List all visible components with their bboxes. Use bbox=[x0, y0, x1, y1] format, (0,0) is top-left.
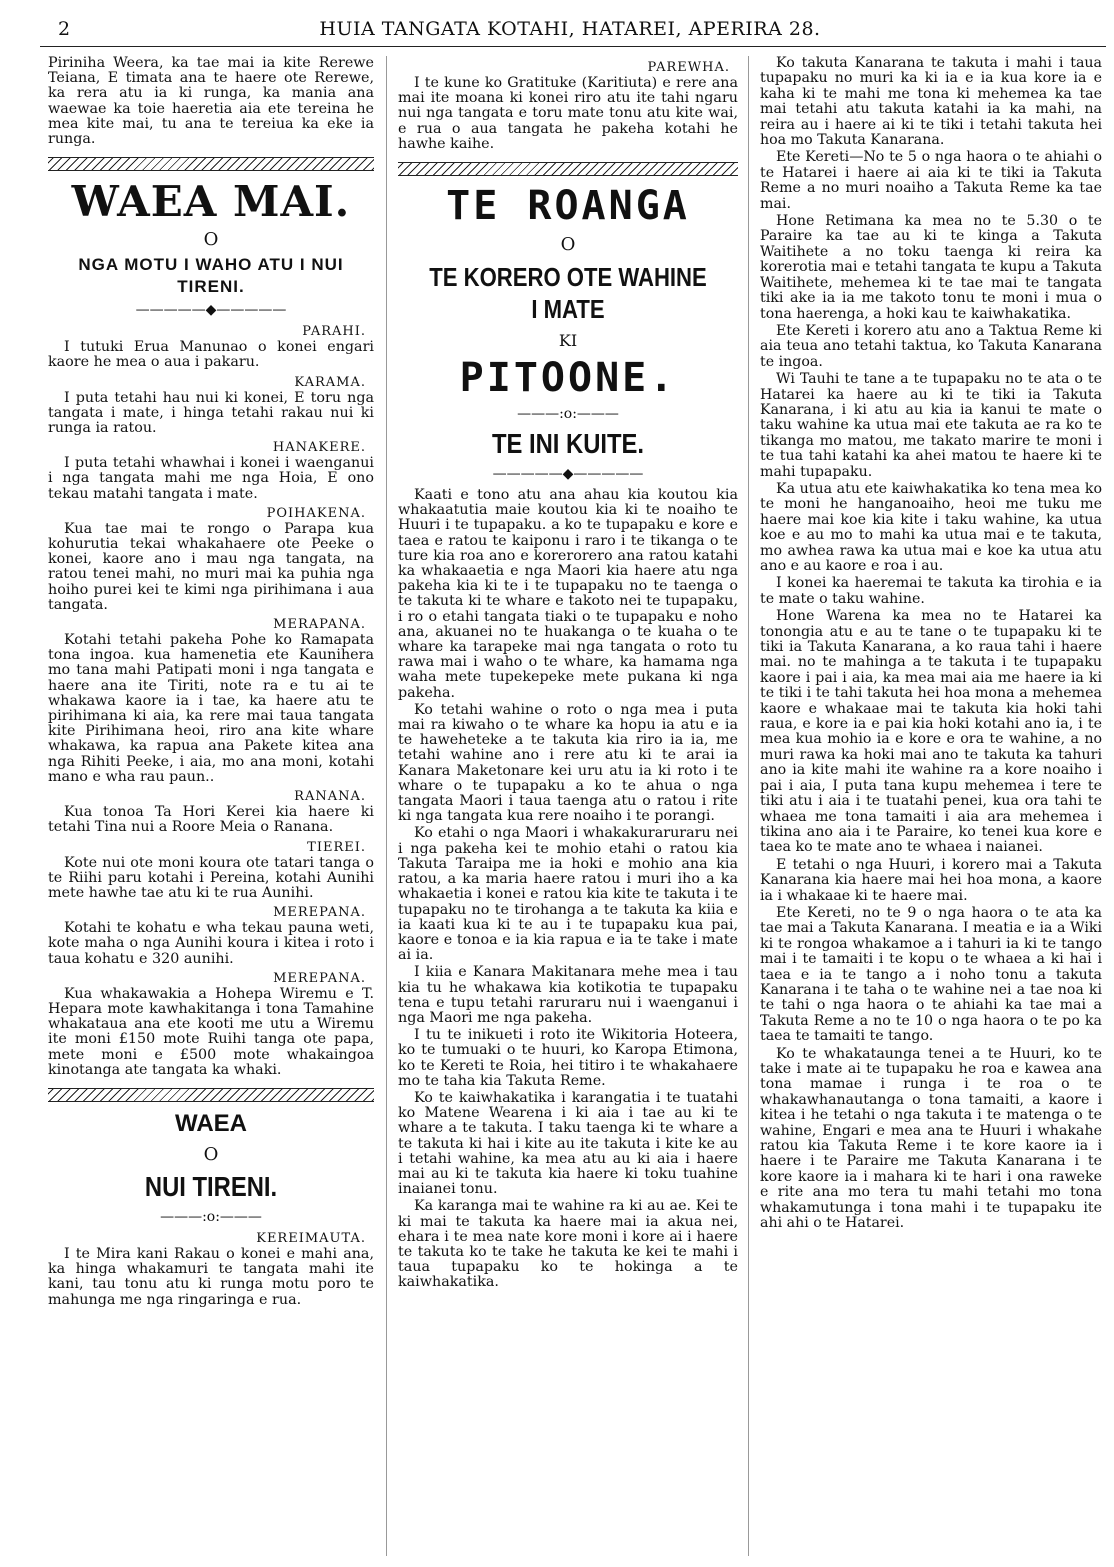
headline-subtitle: NGA MOTU I WAHO ATU I NUI TIRENI. bbox=[78, 255, 344, 297]
section-divider bbox=[48, 157, 374, 171]
place-name: PARAHI. bbox=[302, 324, 366, 340]
article-paragraph: Hone Retimana ka mea no te 5.30 o te Paraire ka tae au ki te kinga a Takuta Waitihete a no toku taenga ki reira ka korerotia mai e tetahi tangata te kupu a Takuta Waitihete, mehemea ki te tae mai te tangata tiki ake ia ia me takoto tonu te moni i mua o tona haerenga, a hoki kau te kaiwhakatika. bbox=[760, 213, 1102, 322]
headline-ki: KI bbox=[558, 331, 578, 351]
place-name: PAREWHA. bbox=[647, 60, 730, 75]
ornament: ———:o:——— bbox=[160, 1208, 262, 1225]
page-header bbox=[40, 14, 1100, 40]
article-body bbox=[398, 488, 738, 1291]
article-paragraph: Wi Tauhi te tane a te tupapaku no te ata o te Hatarei ka haere au ki te tiki ia Takuta Kanarana, i ki atu au kia ia kanui te mate o taku wahine ka utua mai ete takuta ae ra ko te tikanga mo matou, me takato marire te moni i te tua tahi katahi ka ahei matou te haere ki te mahi tupapaku. bbox=[760, 371, 1102, 480]
article-paragraph: Ko te kaiwhakatika i karangatia i te tuatahi ko Matene Wearena i ki aia i tae au ki te whare a te takuta. I taku taenga ki te whare a te takuta ki hai i kite au ite takuta i kite ke au i tetahi wahine, ka mea atu au ki aia i haere mai au ki te takuta kia haere ki toku tuahine inaianei tonu. bbox=[398, 1089, 738, 1198]
place-name: HANAKERE. bbox=[272, 440, 366, 456]
headline-o: O bbox=[560, 234, 576, 256]
article-paragraph: E tetahi o nga Huuri, i korero mai a Takuta Kanarana kia haere mai hei hoa mona, a kaore ia i whakaae ki te haere mai. bbox=[760, 856, 1102, 904]
place-name: KEREIMAUTA. bbox=[256, 1230, 366, 1246]
article-paragraph: Ko tetahi wahine o roto o nga mea i puta mai ra kiwaho o te whare ka hopu ia atu e ia te haweheteke a te takuta kia riro ia ia, me tetahi wahine ano i rere atu ki te arai ia Kanara Maketonare kei uru atu ia ki roto i te whare o te tupapaku a ko te ahua o nga tangata Maori i taua taenga atu o ratou i rite ki nga tangata kua rere noaiho i te porangi. bbox=[398, 701, 738, 825]
news-item-text: I puta tetahi hau nui ki konei, E toru nga tangata i mate, i hinga tetahi rakau nui ki runga ia ratou. bbox=[48, 389, 374, 437]
place-name: MEREPANA. bbox=[273, 905, 366, 921]
headline-te-ini-kuite: TE INI KUITE. bbox=[491, 428, 645, 460]
place-name: POIHAKENA. bbox=[266, 505, 366, 521]
article-paragraph: Kaati e tono atu ana ahau kia koutou kia whakaatutia maie koutou kia ki te noaiho te Huuri i te tupapaku. a ko te tupapaku e kore e taea e ratou te kaiponu i raro i te tikanga o te ture kia roa ano e korerorero ana ratou katahi ka whakaaetia e nga Maori kia haere atu nga pakeha kia ki te i te tupapaku no te taenga o te takuta ki te whare e takoto nei te tupapaku, i ro o etahi tangata tiaki o te tupapaku e noho ana, akuanei no te huakanga o te kuaha o te whare ka tarapeke mai nga tangata o roto tu rawa mai i waho o te whare, ka hamama nga waha mete tupekepeke mete pukana ki nga pakeha. bbox=[398, 487, 738, 701]
ornament: ———:o:——— bbox=[517, 406, 619, 423]
article-paragraph: I kiia e Kanara Makitanara mehe mea i tau kia tu he whakawa kia kotikotia te tupapaku tena e tupu tetahi raruraru nui i waenganui i nga Maori me nga pakeha. bbox=[398, 964, 738, 1026]
column-3 bbox=[760, 56, 1102, 1556]
article-paragraph: Ete Kereti i korero atu ano a Taktua Reme ki aia teua ano tetahi taktua, ko Takuta Kanarana te ingoa. bbox=[760, 322, 1102, 370]
article-paragraph: Ko takuta Kanarana te takuta i mahi i taua tupapaku no muri ka ki ia e ia kua kore ia e kaha ki te mahi me tona ki mehemea ka tae mai tetahi atu takuta katahi ia ka mahi, na reira au i haere ai ki te tiki i tetahi takuta hei hoa mo Takuta Kanarana. bbox=[760, 56, 1102, 149]
section-divider bbox=[398, 162, 738, 176]
news-item-text: Kua tae mai te rongo o Parapa kua kohurutia tekai whakahaere ote Peeke o konei, kaore ano i mau nga tangata, na ratou tenei mahi, no muri mai ka puhia nga hoiho purei kei te kimi nga pirihimana i aua tangata. bbox=[48, 520, 374, 613]
page-number: 2 bbox=[58, 18, 71, 40]
news-items bbox=[48, 1231, 374, 1308]
section-divider bbox=[48, 1088, 374, 1102]
article-paragraph: Ete Kereti—No te 5 o nga haora o te ahiahi o te Hatarei i haere ai aia ki te tiki ia Takuta Reme a no muri noaiho a Takuta Reme ka tae mai. bbox=[760, 149, 1102, 212]
article-paragraph: Ete Kereti, no te 9 o nga haora o te ata ka tae mai a Takuta Kanarana. I meatia e ia a Wiki ki te rongoa whakamoe a i tahuri ia ki te tango mai i te tamaiti i te kopu o te whaea a ki hai i taea e ia te tango a i noho tonu a takuta Kanarana i te taha o te wahine nei a tae noa ki te tahi o nga haora o te ahiahi ka tae mai a Takuta Reme a no te 10 o nga haora o te po ka taea te tamaiti te tango. bbox=[760, 904, 1102, 1045]
headline-te-roanga: TE ROANGA bbox=[446, 183, 690, 230]
ornament: —————◆————— bbox=[492, 466, 644, 483]
headline-o: O bbox=[203, 1143, 219, 1165]
article-paragraph: I tu te inikueti i roto ite Wikitoria Hoteera, ko te tumuaki o te huuri, ko Karopa Etimona, ko te Kereti te Roia, hei titiro i te whakahaere mo te taha kia Takuta Reme. bbox=[398, 1027, 738, 1089]
news-item-text: Kotahi tetahi pakeha Pohe ko Ramapata tona ingoa. kua hamenetia ete Kaunihera mo tana mahi Patipati moni i nga tangata e haere ana ite Tiriti, note ra e tu ai te whakawa kaore ia i tae, ka haere atu te pirihimana ki aia, ka rere mai taua tangata kite Pirihimana heoi, riro ana kite whare whakawa, ka rapua ana Pakete kitea ana nga Rihiti Peeke, i aia, mo ana moni, kotahi mano e wha rau paun.. bbox=[48, 632, 374, 785]
headline-o: O bbox=[203, 229, 219, 251]
column-divider bbox=[748, 56, 749, 1556]
intro-paragraph: Piriniha Weera, ka tae mai ia kite Rerewe Teiana, E timata ana te haere ote Rerewe, ka rera atu ia ki runga, ka mania ana waewae ka toie haeretia aia ete tereina he mea kite mai, tu ana te tereiua ka eke ia runga. bbox=[48, 56, 374, 148]
headline-waea-mai: WAEA MAI. bbox=[71, 177, 351, 227]
article-paragraph: Ko te whakataunga tenei a te Huuri, ko te take i mate ai te tupapaku he roa e kawea ana tona mamae i runga i te roa o te whakawhanautanga o tona tamaiti, a kaore i kitea i he tetahi o nga takuta i te matenga o te wahine, Engari e mea ana te Huuri i whakahe ratou kia Takuta Reme i te kore kaore ia i haere i te Paraire me Takuta Kanarana i te kore kaore ia i mahara ki te hari i ona raweke e rite ana mo tera tu mahi tetahi mo tona whakamutunga i tona mahi i te tupapaku ite ahi ahi o te Hatarei. bbox=[760, 1045, 1102, 1232]
article-paragraph: Ko etahi o nga Maori i whakakuraruraru nei i nga pakeha kei te mohio etahi o ratou kia Takuta Taraipa me ia hoki e mohio ana kia ratou, a ka maria haere ratou i muri iho a ka whakaetia i konei e ratou kia kite te takuta i te tupapaku no te tirohanga a te takuta ka kiia e ia kaati kua ki te au i te tupapaku kua pai, kaore e tonoa e ia kia rapua e ia te take i mate ai ia. bbox=[398, 825, 738, 964]
article-paragraph: Ka karanga mai te wahine ra ki au ae. Kei te ki mai te takuta ka haere mai ia akua nei, ehara i te mea nate kore moni i kore ai i haere te takuta ko te take he takuta ke kei te mahi i taua tupapaku ko te hokinga a te kaiwhakatika. bbox=[398, 1198, 738, 1291]
news-item-text: I puta tetahi whawhai i konei i waenganui i nga tangata mahi me nga Hoia, E ono tekau matahi tangata i mate. bbox=[48, 455, 374, 502]
headline-nui-tireni: NUI TIRENI. bbox=[144, 1170, 278, 1202]
news-item-text: Kotahi te kohatu e wha tekau pauna weti, kote maha o nga Aunihi koura i kitea i roto i taua kohatu e 320 aunihi. bbox=[48, 920, 374, 967]
article-paragraph: I te kune ko Gratituke (Karitiuta) e rere ana mai ite moana ki konei riro atu ite tahi ngaru nui nga tangata e toru mate tonu atu kite wai, e rua o aua tangata he pakeha kotahi he hawhe kaihe. bbox=[398, 75, 738, 152]
news-items bbox=[48, 324, 374, 1078]
news-item-text: I te Mira kani Rakau o konei e mahi ana, ka hinga whakamuri te tangata mahi ite kani, tau tonu atu ki runga motu poro te mahunga me nga ringaringa e rua. bbox=[48, 1245, 374, 1308]
column-1 bbox=[48, 56, 374, 1556]
place-name: MEREPANA. bbox=[273, 970, 366, 986]
place-name: KARAMA. bbox=[294, 374, 366, 390]
headline-waea: WAEA bbox=[175, 1109, 247, 1137]
ornament: —————◆————— bbox=[135, 302, 287, 319]
news-item-text: Kote nui ote moni koura ote tatari tanga o te Riihi paru kotahi i Pereina, kotahi Aunihi mete hawhe tae atu ki te rua Aunihi. bbox=[48, 854, 374, 901]
column-2 bbox=[398, 56, 738, 1556]
column-divider bbox=[386, 56, 387, 1556]
place-name: MERAPANA. bbox=[273, 617, 366, 633]
article-paragraph: I konei ka haeremai te takuta ka tirohia e ia te mate o taku wahine. bbox=[760, 575, 1102, 607]
news-item-text: I tutuki Erua Manunao o konei engari kaore he mea o aua i pakaru. bbox=[48, 339, 374, 371]
headline-pitoone: PITOONE. bbox=[459, 355, 677, 402]
place-name: RANANA. bbox=[294, 789, 366, 805]
headline-subtitle: TE KORERO OTE WAHINE I MATE bbox=[429, 262, 707, 325]
article-body bbox=[760, 56, 1102, 1231]
news-item-text: Kua whakawakia a Hohepa Wiremu e T. Hepara mote kawhakitanga i tona Tamahine whakataua ana ete kooti me utu a Wiremu ite moni £150 mote Ruihi tanga ote papa, mete moni e £500 mote whakaingoa kinotanga ate tangata ka whaki. bbox=[48, 985, 374, 1078]
running-title: HUIA TANGATA KOTAHI, HATAREI, APERIRA 28. bbox=[319, 18, 821, 40]
article-paragraph: Hone Warena ka mea no te Hatarei ka tonongia atu e au te tane o te tupapaku ki te tiki ia Takuta Kanarana, a ko raua tahi i haere mai. no te mahinga a te takuta i te tupapaku kaore i pai i aia, ka mea mai aia me haere ia ki te tiki i te tahi takuta hei hoa mona a mehemea kaore e whakaae mai te takuta kia hoki tahi raua, e kore ia e pai kia hoki kotahi ano ia, i te mea kua mohio ia e kore e ora te wahine, a no muri rawa ka hoki mai ano te takuta ka tahuri ano ia kite mahi ite wahine ra a kore noaiho i pai i aia, I puta tana kupu mehemea i tere te tiki atu i aia i te tuatahi penei, kua ora tahi te whaea me tona tamaiti i aia ara mehemea i tikina ano aia i te Paraire, ko tenei kua kore e taea ko te mate ano te whaea i naianei. bbox=[760, 608, 1102, 856]
place-name: TIEREI. bbox=[307, 839, 366, 855]
header-rule bbox=[40, 46, 1106, 47]
article-paragraph: Ka utua atu ete kaiwhakatika ko tena mea ko te moni he hanganoaiho, heoi me tuku me haere mai koe kia kite i taku wahine, ka utua koe e au mo to mahi ka utua mai e te takuta, mo awhea rawa ka utua mai e koe ka utua atu ano e au kaore e roa i au. bbox=[760, 480, 1102, 574]
news-item-text: Kua tonoa Ta Hori Kerei kia haere ki tetahi Tina nui a Roore Meia o Ranana. bbox=[48, 804, 374, 836]
